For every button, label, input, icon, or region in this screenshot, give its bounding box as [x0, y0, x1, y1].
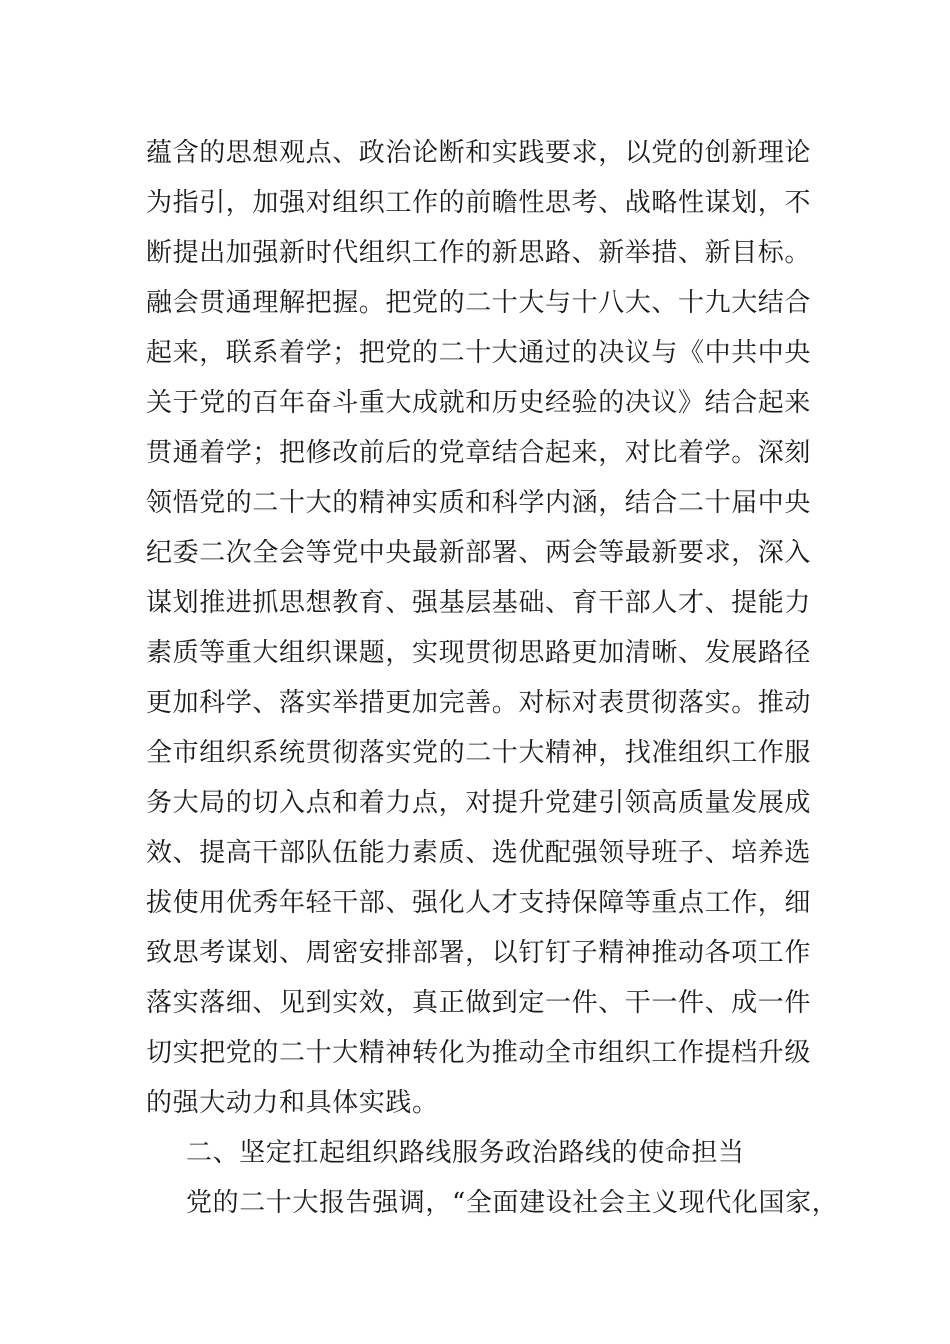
- body-text-line: 务大局的切入点和着力点，对提升党建引领高质量发展成: [146, 788, 812, 818]
- body-text-line: 关于党的百年奋斗重大成就和历史经验的决议》结合起来: [146, 388, 812, 418]
- section-heading: 二、坚定扛起组织路线服务政治路线的使命担当: [186, 1138, 745, 1168]
- body-text-line: 更加科学、落实举措更加完善。对标对表贯彻落实。推动: [146, 688, 812, 718]
- body-text-line: 断提出加强新时代组织工作的新思路、新举措、新目标。: [146, 238, 812, 268]
- body-text-line: 致思考谋划、周密安排部署，以钉钉子精神推动各项工作: [146, 938, 812, 968]
- body-text-line: 蕴含的思想观点、政治论断和实践要求，以党的创新理论: [146, 138, 812, 168]
- body-text-line: 党的二十大报告强调，“全面建设社会主义现代化国家，: [186, 1188, 839, 1218]
- body-text-line: 拔使用优秀年轻干部、强化人才支持保障等重点工作，细: [146, 888, 812, 918]
- body-text-line: 为指引，加强对组织工作的前瞻性思考、战略性谋划，不: [146, 188, 812, 218]
- body-text-line: 素质等重大组织课题，实现贯彻思路更加清晰、发展路径: [146, 638, 812, 668]
- body-text-line: 纪委二次全会等党中央最新部署、两会等最新要求，深入: [146, 538, 812, 568]
- body-text-line: 融会贯通理解把握。把党的二十大与十八大、十九大结合: [146, 288, 812, 318]
- body-text-line: 贯通着学；把修改前后的党章结合起来，对比着学。深刻: [146, 438, 812, 468]
- body-text-line: 起来，联系着学；把党的二十大通过的决议与《中共中央: [146, 338, 812, 368]
- body-text-line: 领悟党的二十大的精神实质和科学内涵，结合二十届中央: [146, 488, 812, 518]
- body-text-line: 全市组织系统贯彻落实党的二十大精神，找准组织工作服: [146, 738, 812, 768]
- body-text-line: 谋划推进抓思想教育、强基层基础、育干部人才、提能力: [146, 588, 812, 618]
- body-text-line: 效、提高干部队伍能力素质、选优配强领导班子、培养选: [146, 838, 812, 868]
- body-text-line: 落实落细、见到实效，真正做到定一件、干一件、成一件: [146, 988, 812, 1018]
- body-text-line: 切实把党的二十大精神转化为推动全市组织工作提档升级: [146, 1038, 812, 1068]
- body-text-line: 的强大动力和具体实践。: [146, 1088, 439, 1118]
